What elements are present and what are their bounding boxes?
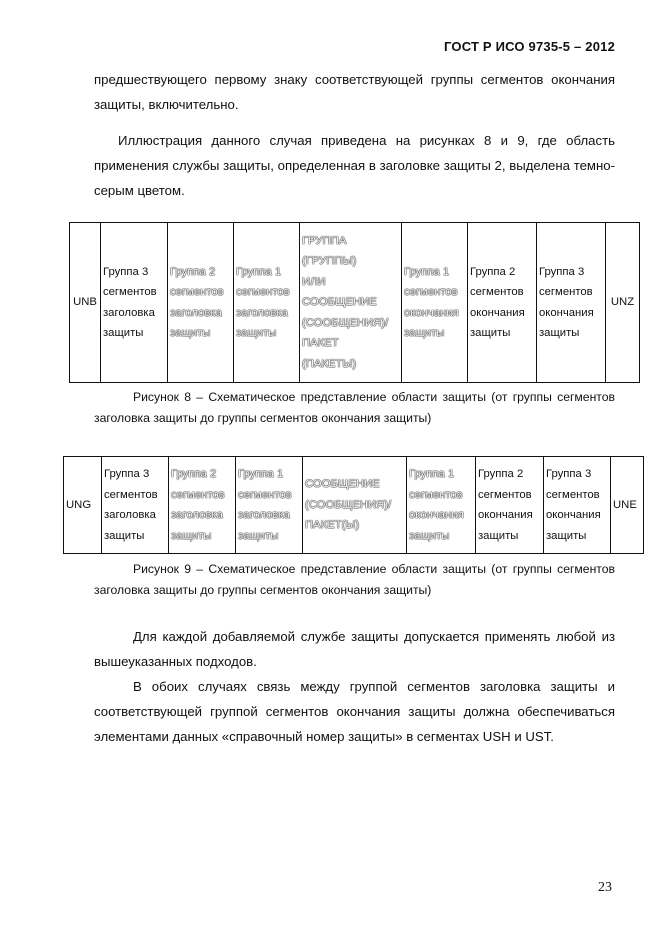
page-number: 23 [598,880,612,895]
fig9-trailer-group-1-cell: Группа 1 сегментов окончания защиты [407,457,476,554]
fig8-trailer-group-1-cell: Группа 1 сегментов окончания защиты [402,223,468,383]
figure-9-diagram [63,456,644,554]
figure-9-caption: Рисунок 9 – Схематическое представление области защиты (от группы сегментов заголовка защиты до группы сегментов окончания защиты) [94,562,615,597]
fig9-trailer-group-2-cell: Группа 2 сегментов окончания защиты [476,457,544,554]
fig8-header-group-3-cell: Группа 3 сегментов заголовка защиты [101,223,168,383]
fig9-header-group-3-cell: Группа 3 сегментов заголовка защиты [102,457,169,554]
paragraph-linkage: В обоих случаях связь между группой сегментов заголовка защиты и соответствующей группой сегментов окончания защиты должна обеспечиваться элементами данных «справочный номер защиты» в сегментах USH и UST. [94,679,615,744]
fig8-trailer-group-3-cell: Группа 3 сегментов окончания защиты [537,223,606,383]
fig8-header-group-1-cell: Группа 1 сегментов заголовка защиты [234,223,300,383]
fig8-unb-cell: UNB [70,223,101,383]
fig9-content-cell: СООБЩЕНИЕ (СООБЩЕНИЯ)/ ПАКЕТ(Ы) [303,457,407,554]
paragraph-illustration: Иллюстрация данного случая приведена на рисунках 8 и 9, где область применения службы защиты, определенная в заголовке защиты 2, выделена темно-серым цветом. [94,133,615,198]
fig9-trailer-group-3-cell: Группа 3 сегментов окончания защиты [544,457,611,554]
paragraph-approaches: Для каждой добавляемой службе защиты допускается применять любой из вышеуказанных подходов. [94,629,615,669]
fig8-unz-cell: UNZ [606,223,640,383]
fig9-header-group-1-cell: Группа 1 сегментов заголовка защиты [236,457,303,554]
fig8-content-cell: ГРУППА (ГРУППЫ) ИЛИ СООБЩЕНИЕ (СООБЩЕНИЯ)/ ПАКЕТ (ПАКЕТЫ) [300,223,402,383]
fig9-une-cell: UNE [611,457,644,554]
fig9-header-group-2-cell: Группа 2 сегментов заголовка защиты [169,457,236,554]
fig8-trailer-group-2-cell: Группа 2 сегментов окончания защиты [468,223,537,383]
fig8-header-group-2-cell: Группа 2 сегментов заголовка защиты [168,223,234,383]
figure-8-diagram [69,222,640,383]
fig9-ung-cell: UNG [64,457,102,554]
document-header: ГОСТ Р ИСО 9735-5 – 2012 [444,39,615,54]
figure-8-caption: Рисунок 8 – Схематическое представление области защиты (от группы сегментов заголовка защиты до группы сегментов окончания защиты) [94,390,615,425]
paragraph-continuation: предшествующего первому знаку соответствующей группы сегментов окончания защиты, включительно. [94,72,615,112]
